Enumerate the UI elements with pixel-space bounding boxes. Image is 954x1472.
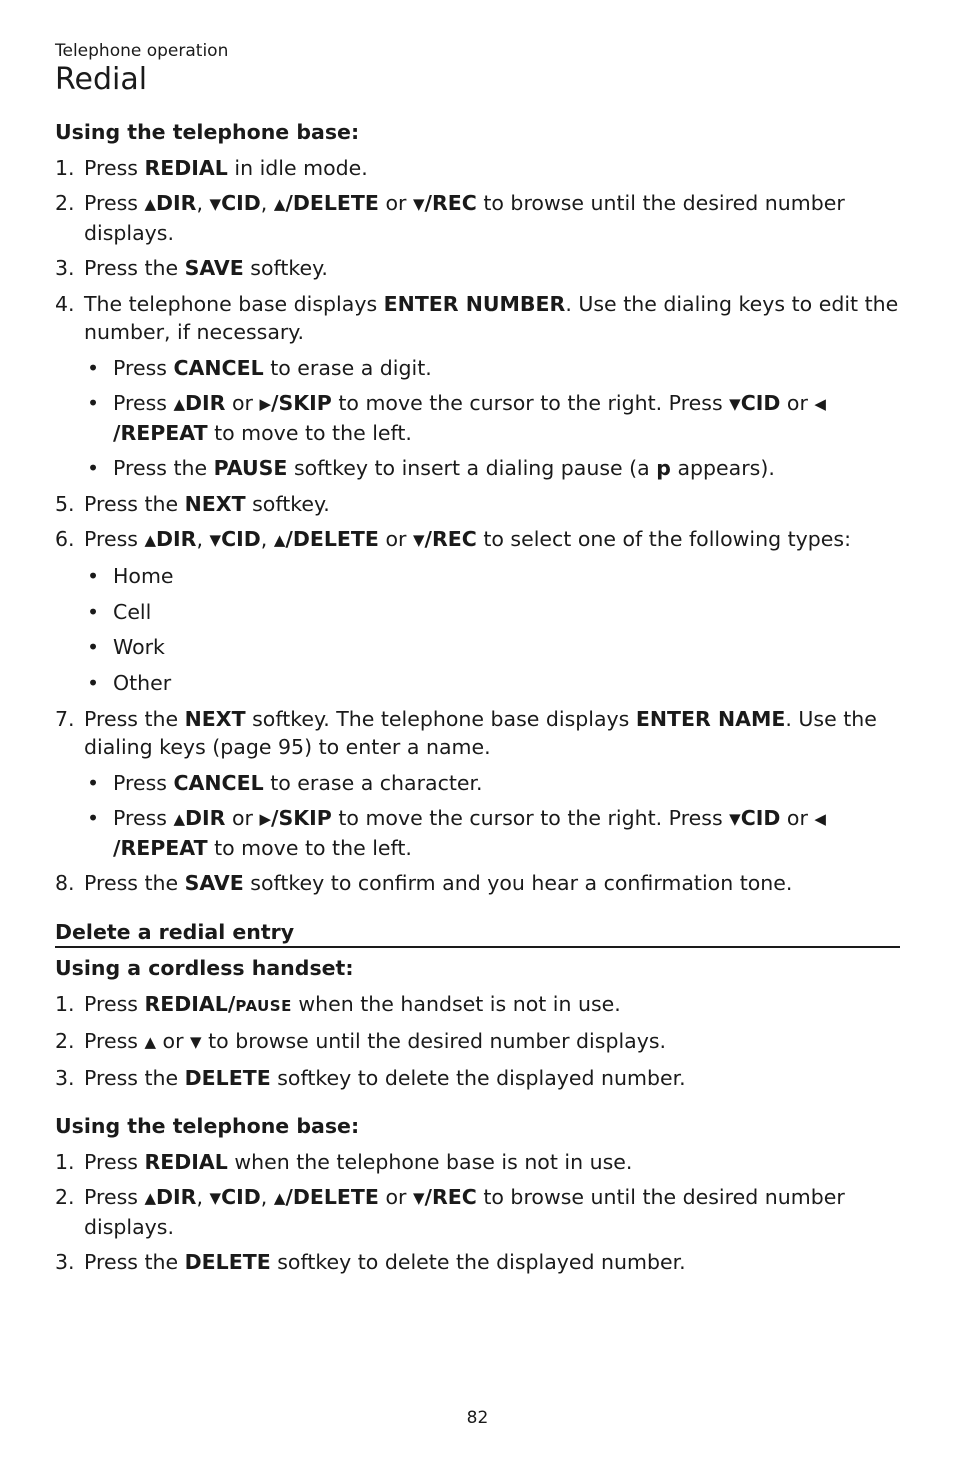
step-4-bullets — [84, 354, 900, 483]
down-arrow-icon: ▼ — [209, 531, 222, 549]
page-title: Redial — [55, 62, 148, 97]
page-number: 82 — [466, 1408, 489, 1428]
bullet-icon: • — [87, 806, 100, 831]
bullet-icon: • — [87, 671, 100, 696]
down-arrow-icon: ▼ — [209, 1189, 222, 1208]
down-arrow-icon: ▼ — [412, 195, 425, 213]
down-arrow-icon: ▼ — [190, 1033, 202, 1052]
left-arrow-icon: ◀ — [814, 810, 826, 829]
right-arrow-icon: ▶ — [259, 395, 272, 413]
up-arrow-icon: ▲ — [144, 195, 157, 213]
list-item: • Press the PAUSE softkey to insert a dialing pause (a p appears). — [84, 454, 900, 483]
down-arrow-icon: ▼ — [412, 1189, 425, 1208]
list-item: • Work — [84, 633, 900, 662]
bullet-icon: • — [87, 355, 100, 380]
step-2: 2. Press ▲ or ▼ to browse until the desired number displays. — [55, 1027, 900, 1057]
down-arrow-icon: ▼ — [729, 395, 741, 413]
bullet-icon: • — [87, 563, 100, 588]
list-item: • Other — [84, 669, 900, 698]
step-1: 1. Press REDIAL when the telephone base is not in use. — [55, 1149, 633, 1174]
up-arrow-icon: ▲ — [273, 1189, 286, 1208]
right-arrow-icon: ▶ — [259, 810, 272, 829]
step-1: 1. Press REDIAL in idle mode. — [55, 155, 368, 180]
step-4: 4. The telephone base displays ENTER NUMBER. Use the dialing keys to edit the number, if necessary. • Press CANCEL to erase a digit. • Press ▲DIR or ▶/SKIP to move the cursor to the right. Press ▼CID or ◀/REPEAT to move to the left. • Press the PAUSE softkey to insert a dialing pause (a p appears). — [55, 290, 900, 483]
page-content — [55, 118, 900, 1277]
bullet-icon: • — [87, 770, 100, 795]
bullet-icon: • — [87, 635, 100, 660]
step-3: 3. Press the DELETE softkey to delete the displayed number. — [55, 1065, 686, 1090]
down-arrow-icon: ▼ — [209, 195, 222, 213]
base-delete-steps — [55, 1148, 900, 1277]
up-arrow-icon: ▲ — [273, 195, 286, 213]
list-item: • Cell — [84, 598, 900, 627]
step-5: 5. Press the NEXT softkey. — [55, 491, 330, 516]
bullet-icon: • — [87, 599, 100, 624]
list-item: • Home — [84, 562, 900, 591]
step-7-bullets — [84, 769, 900, 863]
bullet-icon: • — [87, 456, 100, 480]
step-8: 8. Press the SAVE softkey to confirm and you hear a confirmation tone. — [55, 871, 793, 896]
up-arrow-icon: ▲ — [173, 810, 186, 829]
subheading-handset: Using a cordless handset: — [55, 956, 354, 981]
list-item: • Press ▲DIR or ▶/SKIP to move the cursor to the right. Press ▼CID or ◀/REPEAT to move to the left. — [87, 806, 826, 860]
subheading-base-delete: Using the telephone base: — [55, 1114, 360, 1139]
delete-section-heading: Delete a redial entry — [55, 918, 900, 949]
subheading-base-edit: Using the telephone base: — [55, 120, 360, 144]
handset-delete-steps — [55, 990, 900, 1093]
edit-steps — [55, 154, 900, 898]
list-item: • Press ▲DIR or ▶/SKIP to move the cursor to the right. Press ▼CID or ◀/REPEAT to move to the left. — [87, 391, 826, 445]
up-arrow-icon: ▲ — [144, 1189, 157, 1208]
up-arrow-icon: ▲ — [144, 531, 157, 549]
step-7: 7. Press the NEXT softkey. The telephone base displays ENTER NAME. Use the dialing keys (page 95) to enter a name. • Press CANCEL to erase a character. • Press ▲DIR or ▶/SKIP to move the cursor to the right. Press ▼CID or ◀/REPEAT to move to the left. — [55, 705, 900, 863]
up-arrow-icon: ▲ — [173, 395, 186, 413]
up-arrow-icon: ▲ — [273, 531, 286, 549]
list-item: • Press CANCEL to erase a digit. — [84, 354, 900, 383]
step-1: 1. Press REDIAL/PAUSE when the handset is not in use. — [55, 991, 621, 1016]
step-3: 3. Press the SAVE softkey. — [55, 256, 328, 280]
step-2: 2. Press ▲DIR, ▼CID, ▲/DELETE or ▼/REC to browse until the desired number displays. — [55, 191, 845, 245]
down-arrow-icon: ▼ — [412, 531, 425, 549]
step-2: 2. Press ▲DIR, ▼CID, ▲/DELETE or ▼/REC to browse until the desired number displays. — [55, 1185, 845, 1239]
down-arrow-icon: ▼ — [729, 810, 741, 829]
bullet-icon: • — [87, 391, 100, 415]
section-label: Telephone operation — [55, 41, 229, 61]
up-arrow-icon: ▲ — [144, 1033, 157, 1052]
step-3: 3. Press the DELETE softkey to delete the displayed number. — [55, 1250, 686, 1275]
type-options — [84, 562, 900, 698]
left-arrow-icon: ◀ — [814, 395, 826, 413]
list-item: • Press CANCEL to erase a character. — [84, 769, 900, 798]
step-6: 6. Press ▲DIR, ▼CID, ▲/DELETE or ▼/REC to select one of the following types: • Home • Cell • Work • Other — [55, 525, 900, 698]
